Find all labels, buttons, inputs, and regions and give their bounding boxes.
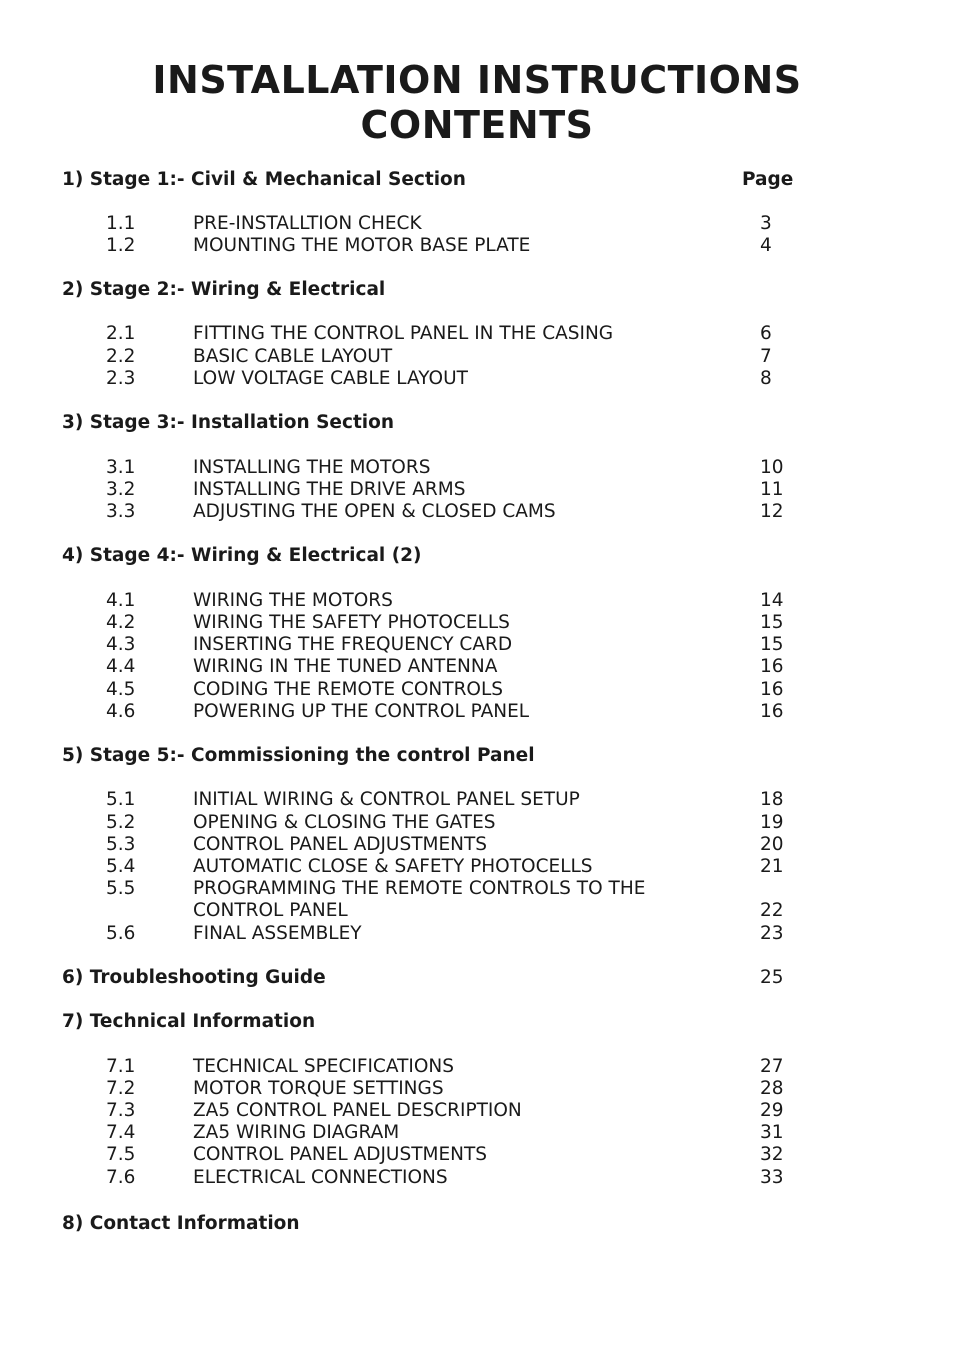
entry-label: ZA5 CONTROL PANEL DESCRIPTION: [193, 1100, 522, 1121]
entry-page: 12: [760, 501, 784, 522]
entry-label: ADJUSTING THE OPEN & CLOSED CAMS: [193, 501, 556, 522]
entry-label: BASIC CABLE LAYOUT: [193, 346, 393, 367]
entry-page: 28: [760, 1078, 784, 1099]
section-heading-row: [0, 412, 954, 434]
section-heading-row: [0, 745, 954, 767]
entry-page: 23: [760, 923, 784, 944]
entry-page: 18: [760, 789, 784, 810]
entry-label: MOUNTING THE MOTOR BASE PLATE: [193, 235, 531, 256]
entry-page: 21: [760, 856, 784, 877]
entry-number: 2.1: [106, 323, 136, 344]
toc-entry: [0, 612, 954, 634]
entry-page: 16: [760, 701, 784, 722]
entry-label: OPENING & CLOSING THE GATES: [193, 812, 496, 833]
toc-entry-continuation: [0, 900, 954, 922]
entry-label: CODING THE REMOTE CONTROLS: [193, 679, 504, 700]
section-heading-row: [0, 967, 954, 989]
entry-page: 32: [760, 1144, 784, 1165]
entry-number: 4.3: [106, 634, 136, 655]
entry-label: LOW VOLTAGE CABLE LAYOUT: [193, 368, 468, 389]
entry-label: WIRING THE SAFETY PHOTOCELLS: [193, 612, 510, 633]
entry-page: 20: [760, 834, 784, 855]
entry-page: 3: [760, 213, 772, 234]
entry-label: AUTOMATIC CLOSE & SAFETY PHOTOCELLS: [193, 856, 593, 877]
entry-label: ZA5 WIRING DIAGRAM: [193, 1122, 400, 1143]
entry-number: 2.2: [106, 346, 136, 367]
entry-number: 7.5: [106, 1144, 136, 1165]
toc-entry: [0, 323, 954, 345]
entry-label: FINAL ASSEMBLEY: [193, 923, 362, 944]
entry-number: 4.6: [106, 701, 136, 722]
toc-entry: [0, 656, 954, 678]
entry-label: INSTALLING THE DRIVE ARMS: [193, 479, 466, 500]
section-heading: 2) Stage 2:- Wiring & Electrical: [62, 279, 386, 300]
toc-entry: [0, 479, 954, 501]
entry-number: 3.3: [106, 501, 136, 522]
entry-page: 8: [760, 368, 772, 389]
entry-page: 16: [760, 679, 784, 700]
toc-entry: [0, 834, 954, 856]
entry-number: 7.6: [106, 1167, 136, 1188]
entry-number: 7.2: [106, 1078, 136, 1099]
toc-entry: [0, 235, 954, 257]
entry-label: WIRING THE MOTORS: [193, 590, 393, 611]
entry-page: 22: [760, 900, 784, 921]
section-heading: 3) Stage 3:- Installation Section: [62, 412, 395, 433]
toc-entry: [0, 701, 954, 723]
document-title: INSTALLATION INSTRUCTIONS: [152, 58, 802, 102]
entry-number: 5.2: [106, 812, 136, 833]
section-heading: 8) Contact Information: [62, 1213, 300, 1234]
entry-number: 3.1: [106, 457, 136, 478]
entry-number: 1.2: [106, 235, 136, 256]
toc-entry: [0, 923, 954, 945]
section-heading-row: [0, 1213, 954, 1235]
entry-number: 4.5: [106, 679, 136, 700]
toc-entry: [0, 590, 954, 612]
entry-label: INITIAL WIRING & CONTROL PANEL SETUP: [193, 789, 580, 810]
toc-entry: [0, 346, 954, 368]
section-heading-row: [0, 545, 954, 567]
entry-number: 5.6: [106, 923, 136, 944]
section-heading: 1) Stage 1:- Civil & Mechanical Section: [62, 169, 466, 190]
entry-page: 29: [760, 1100, 784, 1121]
toc-entry: [0, 368, 954, 390]
entry-label: CONTROL PANEL: [193, 900, 348, 921]
toc-entry: [0, 789, 954, 811]
entry-label: POWERING UP THE CONTROL PANEL: [193, 701, 530, 722]
toc-entry: [0, 1144, 954, 1166]
section-heading: 4) Stage 4:- Wiring & Electrical (2): [62, 545, 422, 566]
entry-label: PROGRAMMING THE REMOTE CONTROLS TO THE: [193, 878, 646, 899]
entry-number: 4.1: [106, 590, 136, 611]
section-heading: 7) Technical Information: [62, 1011, 316, 1032]
toc-entry: [0, 1167, 954, 1189]
entry-page: 10: [760, 457, 784, 478]
toc-entry: [0, 1122, 954, 1144]
entry-page: 19: [760, 812, 784, 833]
toc-entry: [0, 213, 954, 235]
entry-number: 1.1: [106, 213, 136, 234]
entry-page: 27: [760, 1056, 784, 1077]
entry-page: 31: [760, 1122, 784, 1143]
entry-label: INSERTING THE FREQUENCY CARD: [193, 634, 513, 655]
entry-number: 5.5: [106, 878, 136, 899]
toc-entry: [0, 878, 954, 900]
entry-number: 7.3: [106, 1100, 136, 1121]
entry-page: 15: [760, 612, 784, 633]
section-heading-row: [0, 169, 954, 191]
section-page: 25: [760, 967, 784, 988]
toc-entry: [0, 634, 954, 656]
entry-label: CONTROL PANEL ADJUSTMENTS: [193, 1144, 488, 1165]
entry-page: 4: [760, 235, 772, 256]
entry-label: PRE-INSTALLTION CHECK: [193, 213, 422, 234]
entry-page: 16: [760, 656, 784, 677]
entry-label: CONTROL PANEL ADJUSTMENTS: [193, 834, 488, 855]
toc-entry: [0, 1056, 954, 1078]
entry-number: 3.2: [106, 479, 136, 500]
toc-entry: [0, 501, 954, 523]
entry-page: 7: [760, 346, 772, 367]
entry-number: 5.1: [106, 789, 136, 810]
page-column-header: Page: [742, 169, 794, 190]
entry-page: 33: [760, 1167, 784, 1188]
entry-label: FITTING THE CONTROL PANEL IN THE CASING: [193, 323, 614, 344]
entry-page: 6: [760, 323, 772, 344]
section-heading: 5) Stage 5:- Commissioning the control Panel: [62, 745, 535, 766]
entry-label: TECHNICAL SPECIFICATIONS: [193, 1056, 454, 1077]
entry-label: ELECTRICAL CONNECTIONS: [193, 1167, 448, 1188]
entry-number: 5.3: [106, 834, 136, 855]
section-heading-row: [0, 279, 954, 301]
entry-label: INSTALLING THE MOTORS: [193, 457, 431, 478]
entry-number: 2.3: [106, 368, 136, 389]
entry-number: 4.2: [106, 612, 136, 633]
toc-entry: [0, 1078, 954, 1100]
toc-entry: [0, 679, 954, 701]
entry-number: 7.4: [106, 1122, 136, 1143]
entry-page: 15: [760, 634, 784, 655]
section-heading: 6) Troubleshooting Guide: [62, 967, 326, 988]
toc-entry: [0, 1100, 954, 1122]
entry-number: 5.4: [106, 856, 136, 877]
toc-entry: [0, 856, 954, 878]
toc-entry: [0, 457, 954, 479]
toc-entry: [0, 812, 954, 834]
entry-label: WIRING IN THE TUNED ANTENNA: [193, 656, 498, 677]
section-heading-row: [0, 1011, 954, 1033]
contents-heading: CONTENTS: [360, 103, 594, 147]
entry-label: MOTOR TORQUE SETTINGS: [193, 1078, 444, 1099]
entry-number: 7.1: [106, 1056, 136, 1077]
entry-page: 14: [760, 590, 784, 611]
entry-page: 11: [760, 479, 784, 500]
entry-number: 4.4: [106, 656, 136, 677]
